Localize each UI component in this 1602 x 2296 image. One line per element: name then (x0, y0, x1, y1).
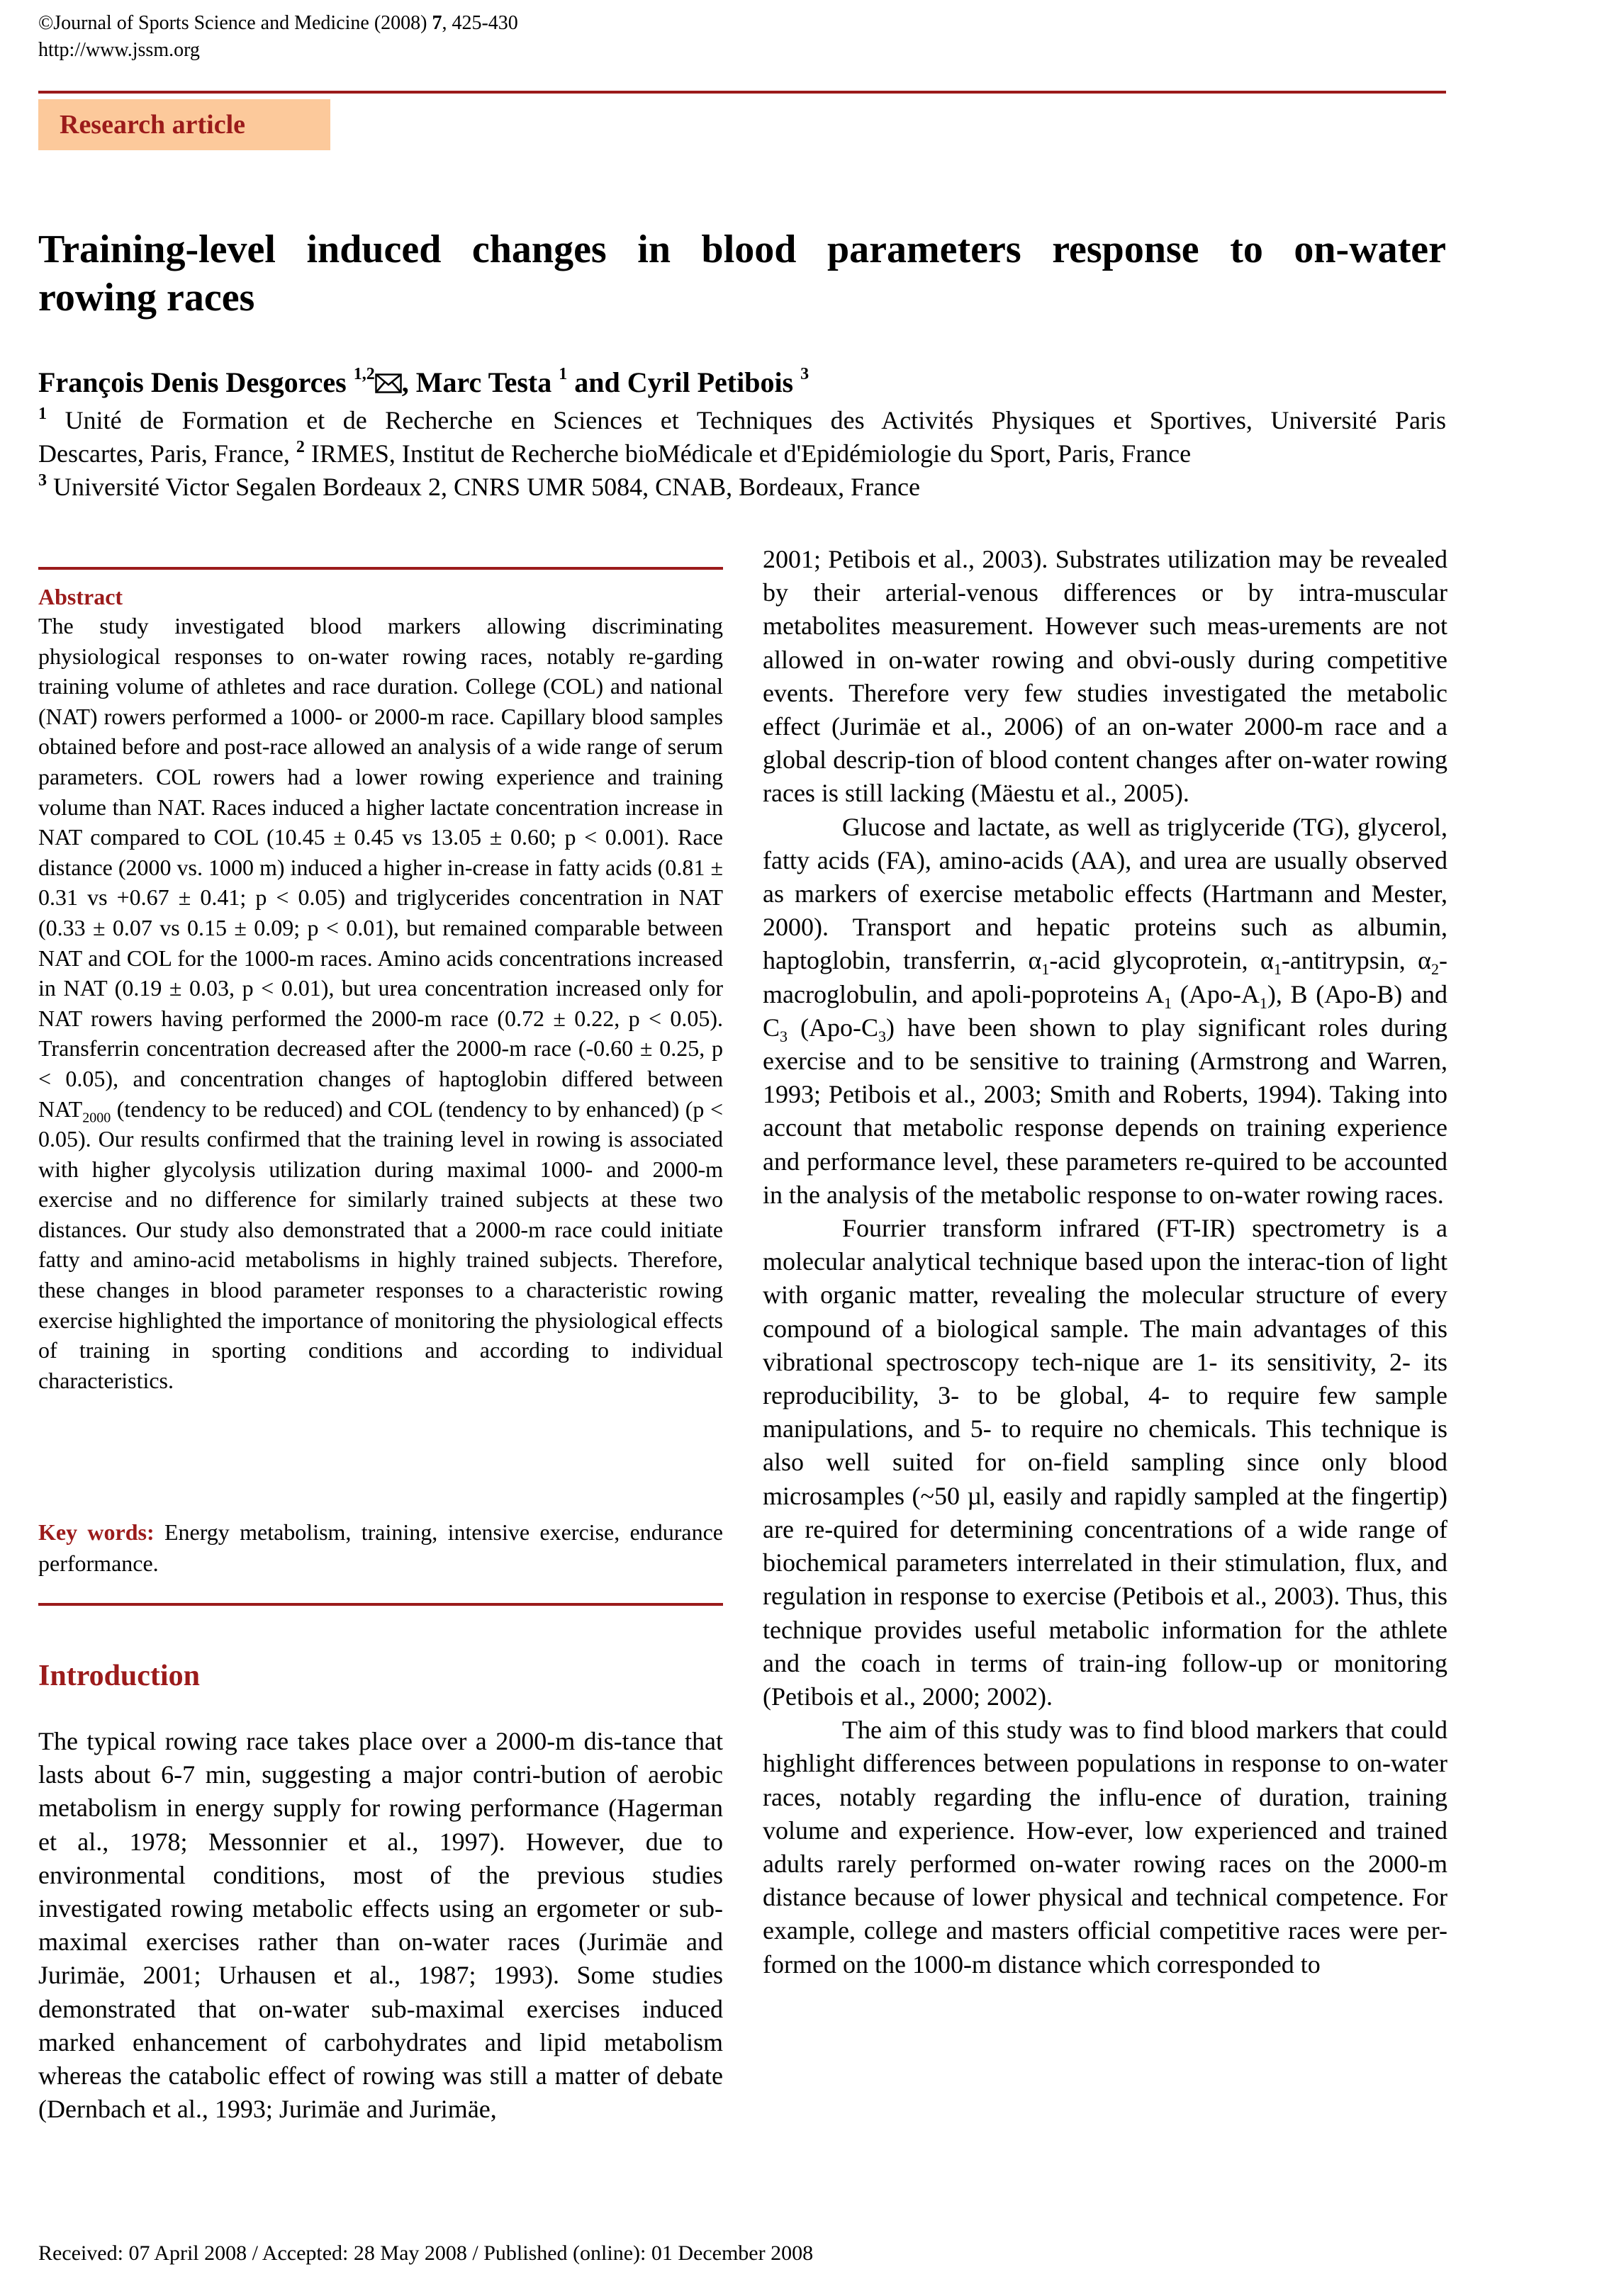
header-rule (38, 91, 1446, 94)
introduction-paragraph-1: The typical rowing race takes place over a 2000-m dis-tance that lasts about 6-7 min, suggesting a major contri-bution of aerobic metabolism in energy supply for rowing performance (Hagerman et al., 1978; Messonnier et al., 1997). However, due to environmental conditions, most of the previous studies investigated rowing metabolic effects using an ergometer or sub-maximal exercises rather than on-water races (Jurimäe and Jurimäe, 2001; Urhausen et al., 1987; 1993). Some studies demonstrated that on-water sub-maximal exercises induced marked enhancement of carbohydrates and lipid metabolism whereas the catabolic effect of rowing was still a matter of debate (Dernbach et al., 1993; Jurimäe and Jurimäe, (38, 1727, 723, 2124)
affiliation-line-1: $^1$ Unité de Formation et de Recherche en Sciences et Techniques des Activités Physiques et Sportives, Université Paris (38, 405, 1446, 434)
body-paragraph-4: The aim of this study was to find blood markers that could highlight differences between populations in response to on-water races, notably regarding the influ-ence of duration, training volume and experience. How-ever, low experienced and trained adults rarely performed on-water rowing races on the 2000-m distance because of lower physical and technical competence. For example, college and masters official competitive races were per-formed on the 1000-m distance which corresponded to (763, 1716, 1447, 1979)
journal-header (38, 10, 518, 64)
abstract-bottom-rule (38, 1603, 723, 1606)
author-1-affiliation: 1,2 (353, 365, 375, 383)
author-2: , Marc Testa (401, 366, 559, 398)
article-title-line-2: rowing races (38, 276, 255, 320)
affiliation-line-3: $^3$ Université Victor Segalen Bordeaux 2, CNRS UMR 5084, CNAB, Bordeaux, France (38, 471, 921, 501)
author-3: and Cyril Petibois (567, 366, 801, 398)
article-title-line-1: Training-level induced changes in blood parameters response to on-water (38, 227, 1446, 271)
keywords-text: Energy metabolism, training, intensive exercise, endurance performance. (38, 1519, 724, 1576)
journal-citation: ©Journal of Sports Science and Medicine (2008) 7, 425-430 (38, 12, 518, 34)
abstract-heading: Abstract (38, 584, 123, 609)
introduction-heading: Introduction (38, 1660, 200, 1692)
journal-url[interactable]: http://www.jssm.org (38, 39, 200, 61)
body-paragraph-3: Fourrier transform infrared (FT-IR) spectrometry is a molecular analytical technique based upon the interac-tion of light with organic matter, revealing the molecular structure of every compound of a biological sample. The main advantages of this vibrational spectroscopy tech-nique are 1- its sensitivity, 2- its reproducibility, 3- to be global, 4- to require few sample manipulations, and 5- to require no chemicals. This technique is also well suited for on-field sampling since only blood microsamples (~50 µl, easily and rapidly sampled at the fingertip) are re-quired for determining concentrations of a wide range of biochemical parameters interrelated in their stimulation, flux, and regulation in response to exercise (Petibois et al., 2003). Thus, this technique provides useful metabolic information for the athlete and the coach in terms of train-ing follow-up or monitoring (Petibois et al., 2000; 2002). (763, 1214, 1447, 1711)
author-3-affiliation: 3 (800, 365, 810, 383)
article-type-badge: Research article (38, 99, 330, 150)
author-list (38, 364, 809, 401)
keywords-label: Key words: (38, 1519, 155, 1545)
email-envelope-icon[interactable] (375, 373, 402, 393)
body-paragraph-2: Glucose and lactate, as well as triglyceride (TG), glycerol, fatty acids (FA), amino-acids (AA), and urea are usually observed as markers of exercise metabolic effects (Hartmann and Mester, 2000). Transport and hepatic proteins such as albumin, haptoglobin, transferrin, $\alpha_1$-acid glycoprotein, $\alpha_1$-antitrypsin, $\alpha_2$-macroglobulin, and apoli-poproteins $A_1$ $(Apo-A_1)$, B (Apo-B) and $C_3$ $(Apo-C_3)$ have been shown to play significant roles during exercise and to be sensitive to training (Armstrong and Warren, 1993; Petibois et al., 2003; Smith and Roberts, 1994). Taking into account that metabolic response depends on training experience and performance level, these parameters re-quired to be accounted in the analysis of the metabolic response to on-water rowing races. (763, 812, 1447, 1209)
affiliations (38, 404, 1446, 504)
abstract-top-rule (38, 567, 723, 570)
affiliation-line-2: Descartes, Paris, France, $^2$ IRMES, Institut de Recherche bioMédicale et d'Epidémiologie du Sport, Paris, France (38, 438, 1192, 468)
author-2-affiliation: 1 (559, 365, 568, 383)
publication-dates-footer: Received: 07 April 2008 / Accepted: 28 May 2008 / Published (online): 01 December 2008 (38, 2241, 814, 2265)
right-column (763, 543, 1447, 1981)
journal-volume: 7 (432, 12, 442, 34)
abstract-text: The study investigated blood markers allowing discriminating physiological responses to on-water rowing races, notably re-garding training volume of athletes and race duration. College (COL) and national (NAT) rowers performed a 1000- or 2000-m race. Capillary blood samples obtained before and post-race allowed an analysis of a wide range of serum parameters. COL rowers had a lower rowing experience and training volume than NAT. Races induced a higher lactate concentration increase in NAT compared to COL (10.45 ± 0.45 vs 13.05 ± 0.60; p < 0.001). Race distance (2000 vs. 1000 m) induced a higher in-crease in fatty acids (0.81 ± 0.31 vs +0.67 ± 0.41; p < 0.05) and triglycerides concentration in NAT (0.33 ± 0.07 vs 0.15 ± 0.09; p < 0.01), but remained comparable between NAT and COL for the 1000-m races. Amino acids concentrations increased in NAT (0.19 ± 0.03, p < 0.01), but urea concentration increased only for NAT rowers having performed the 2000-m race (0.72 ± 0.22, p < 0.05). Transferrin concentration decreased after the 2000-m race (-0.60 ± 0.25, p < 0.05), and concentration changes of haptoglobin differed between $NAT_{2000}$ (tendency to be reduced) and COL (tendency to by enhanced) (p < 0.05). Our results confirmed that the training level in rowing is associated with higher glycolysis utilization during maximal 1000- and 2000-m exercise and no difference for similarly trained subjects at these two distances. Our study also demonstrated that a 2000-m race could initiate fatty and amino-acid metabolisms in highly trained subjects. Therefore, these changes in blood parameter responses to a characteristic rowing exercise highlighted the importance of monitoring the physiological effects of training in sporting conditions and according to individual characteristics. (38, 613, 723, 1393)
keywords (38, 1516, 723, 1579)
body-paragraph-1: 2001; Petibois et al., 2003). Substrates utilization may be revealed by their arterial-venous differences or by intra-muscular metabolites measurement. However such meas-urements are not allowed in on-water rowing and obvi-ously during competitive events. Therefore very few studies investigated the metabolic effect (Jurimäe et al., 2006) of an on-water 2000-m race and a global descrip-tion of blood content changes after on-water rowing races is still lacking (Mäestu et al., 2005). (763, 545, 1447, 808)
author-1: François Denis Desgorces (38, 366, 354, 398)
